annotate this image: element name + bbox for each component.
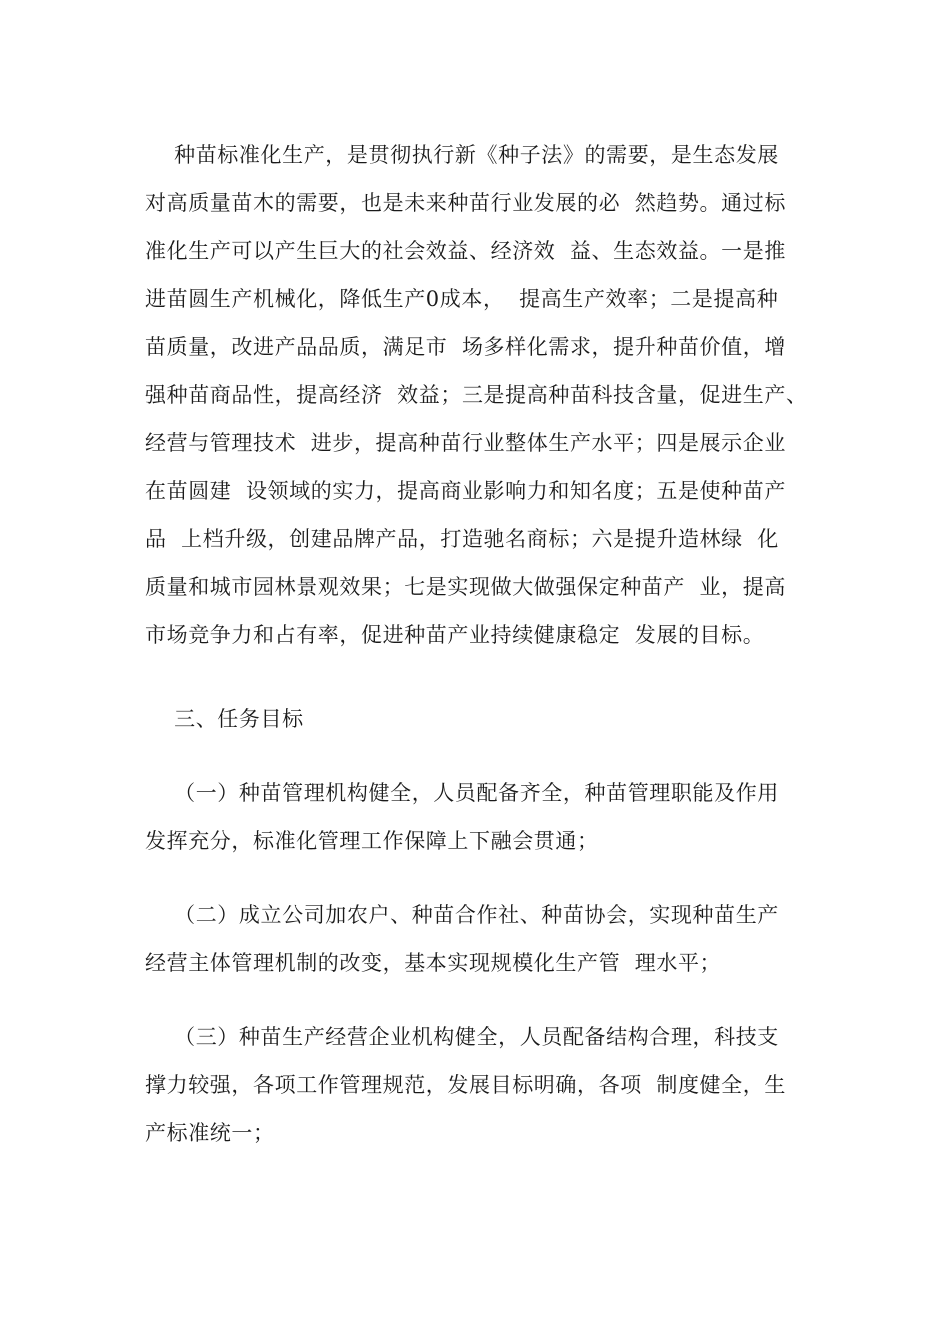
text-line: 产标准统一； bbox=[145, 1121, 275, 1145]
text-line: （二）成立公司加农户、种苗合作社、种苗协会，实现种苗生产 bbox=[145, 903, 779, 927]
text-line: 在苗圆建 设领域的实力，提高商业影响力和知名度；五是使种苗产 bbox=[145, 479, 786, 503]
heading-line: 三、任务目标 bbox=[145, 707, 304, 731]
text-line: 撑力较强，各项工作管理规范，发展目标明确，各项 制度健全，生 bbox=[145, 1073, 786, 1097]
text-line: 质量和城市园林景观效果；七是实现做大做强保定种苗产 业，提高 bbox=[145, 575, 786, 599]
text-line: 苗质量，改进产品品质，满足市 场多样化需求，提升种苗价值，增 bbox=[145, 335, 786, 359]
text-line: 强种苗商品性，提高经济 效益；三是提高种苗科技含量，促进生产、 bbox=[145, 383, 808, 407]
text-line: （一）种苗管理机构健全，人员配备齐全，种苗管理职能及作用 bbox=[145, 781, 779, 805]
text-line: 市场竞争力和占有率，促进种苗产业持续健康稳定 发展的目标。 bbox=[145, 623, 765, 647]
text-line: 进苗圆生产机械化，降低生产0成本， 提高生产效率；二是提高种 bbox=[145, 287, 779, 311]
text-line: 发挥充分，标准化管理工作保障上下融会贯通； bbox=[145, 829, 599, 853]
text-line: （三）种苗生产经营企业机构健全，人员配备结构合理，科技支 bbox=[145, 1025, 779, 1049]
text-line: 准化生产可以产生巨大的社会效益、经济效 益、生态效益。一是推 bbox=[145, 239, 786, 263]
text-line: 对高质量苗木的需要，也是未来种苗行业发展的必 然趋势。通过标 bbox=[145, 191, 786, 215]
text-line: 经营主体管理机制的改变，基本实现规模化生产管 理水平； bbox=[145, 951, 722, 975]
text-line: 种苗标准化生产，是贯彻执行新《种子法》的需要，是生态发展 bbox=[145, 143, 779, 167]
text-line: 品 上档升级，创建品牌产品，打造驰名商标；六是提升造林绿 化 bbox=[145, 527, 779, 551]
text-line: 经营与管理技术 进步，提高种苗行业整体生产水平；四是展示企业 bbox=[145, 431, 786, 455]
